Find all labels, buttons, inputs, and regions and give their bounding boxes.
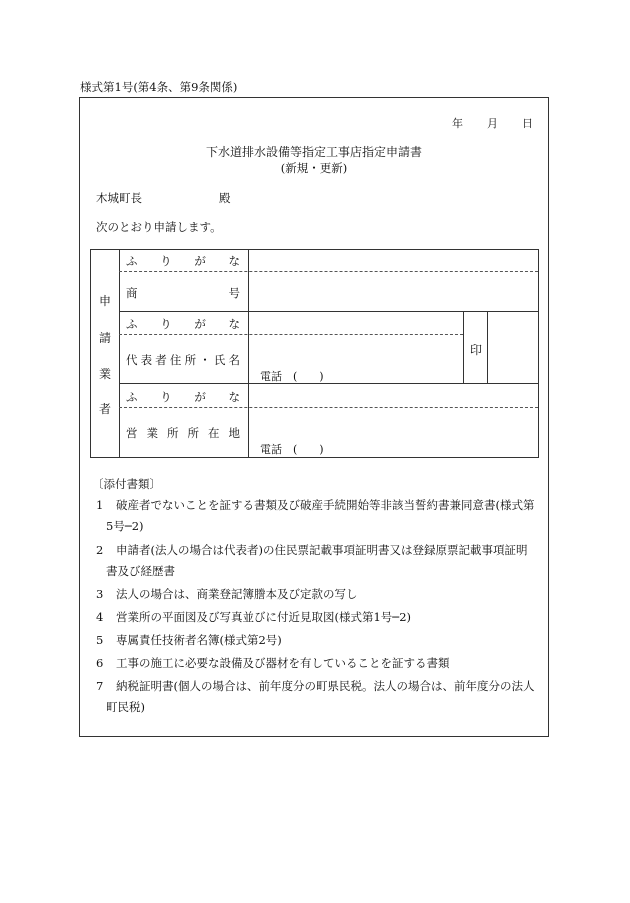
office-phone-label: 電話 ( ) (260, 443, 324, 456)
applicant-label-char: 請 (98, 331, 111, 345)
intro-text: 次のとおり申請します。 (96, 220, 222, 234)
document-subtitle: (新規・更新) (280, 161, 348, 175)
attachment-item: 3 法人の場合は、商業登記簿謄本及び定款の写し (96, 587, 358, 601)
attachment-item: 2 申請者(法人の場合は代表者)の住民票記載事項証明書又は登録原票記載事項証明 書及び経歴書 (96, 543, 528, 578)
applicant-label-char: 業 (98, 367, 111, 381)
attachment-item: 5 専属責任技術者名簿(様式第2号) (96, 633, 282, 647)
applicant-label-char: 者 (98, 402, 111, 416)
representative-label: 代 表 者 住 所 ・ 氏 名 (126, 353, 240, 367)
furigana-label-representative: ふ り が な (126, 317, 240, 331)
seal-label: 印 (470, 343, 483, 357)
date-year-label: 年 (452, 117, 463, 130)
applicant-label-char: 申 (98, 294, 111, 308)
attachments-heading: 〔添付書類〕 (92, 477, 161, 491)
furigana-label-trade-name: ふ り が な (126, 254, 240, 268)
attachment-item: 7 納税証明書(個人の場合は、前年度分の町県民税。法人の場合は、前年度分の法人 町民税) (96, 679, 535, 714)
trade-name-label: 商 号 (126, 286, 240, 300)
addressee: 木城町長 (96, 191, 142, 205)
office-location-label: 営 業 所 所 在 地 (126, 426, 240, 440)
attachment-item: 4 営業所の平面図及び写真並びに付近見取図(様式第1号─2) (96, 610, 412, 624)
date-day-label: 日 (522, 117, 533, 130)
form-number-label: 様式第1号(第4条、第9条関係) (80, 80, 238, 94)
honorific: 殿 (219, 191, 231, 205)
attachment-item: 6 工事の施工に必要な設備及び器材を有していることを証する書類 (96, 656, 450, 670)
document-title: 下水道排水設備等指定工事店指定申請書 (205, 145, 422, 159)
representative-phone-label: 電話 ( ) (260, 370, 324, 383)
attachment-item: 1 破産者でないことを証する書類及び破産手続開始等非該当誓約書兼同意書(様式第 5号─2) (96, 498, 535, 533)
date-month-label: 月 (487, 117, 498, 130)
furigana-label-office: ふ り が な (126, 390, 240, 404)
